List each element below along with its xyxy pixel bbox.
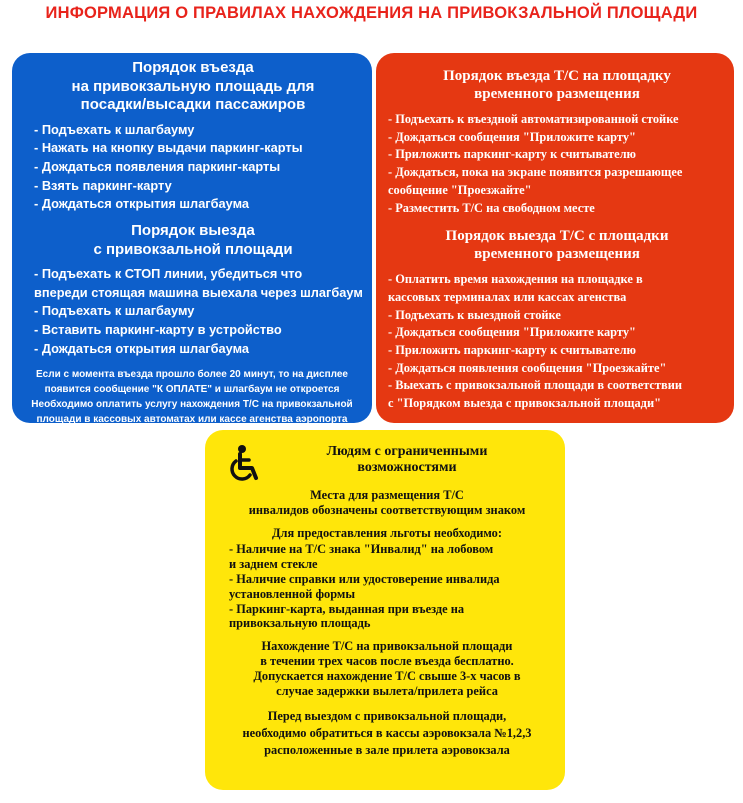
heading-line: временного размещения <box>474 86 640 102</box>
list-item: - Дождаться сообщения "Приложите карту" <box>388 325 636 340</box>
list-item: - Дождаться появления сообщения "Проезжайте" <box>388 360 667 375</box>
list-item: привокзальную площадь <box>229 616 371 631</box>
entry-heading <box>24 59 362 115</box>
list-item: - Паркинг-карта, выданная при въезде на <box>229 601 465 616</box>
note-line: появится сообщение "К ОПЛАТЕ" и шлагбаум не откроется <box>44 383 340 395</box>
list-item: - Взять паркинг-карту <box>34 177 172 193</box>
free-period-text <box>219 639 555 698</box>
entry-steps-list <box>34 121 362 215</box>
heading-line: посадки/высадки пассажиров <box>80 96 306 113</box>
text-line: Допускается нахождение Т/С свыше 3-х часов в <box>253 668 521 683</box>
note-line: Необходимо оплатить услугу нахождения Т/С на привокзальной <box>31 398 353 410</box>
list-item: - Подъехать к СТОП линии, убедиться что <box>34 266 303 282</box>
text-line: необходимо обратиться в кассы аэровокзала №1,2,3 <box>242 726 532 741</box>
blue-panel-passengers <box>12 53 372 423</box>
text-line: Перед выездом с привокзальной площади, <box>267 709 507 724</box>
heading-line: Порядок выезда Т/С с площадки <box>445 228 669 245</box>
benefit-requirements-heading: Для предоставления льготы необходимо: <box>272 525 502 540</box>
parking-spots-text <box>219 488 555 518</box>
list-item: впереди стоящая машина выехала через шлагбаум <box>34 284 363 300</box>
list-item: - Разместить Т/С на свободном месте <box>388 200 595 215</box>
text-line: инвалидов обозначены соответствующим знаком <box>248 502 526 517</box>
text-line: случае задержки вылета/прилета рейса <box>276 683 498 698</box>
heading-line: Порядок въезда <box>132 59 254 76</box>
heading-line: временного размещения <box>474 246 640 263</box>
yellow-panel-disabled-persons <box>205 430 565 790</box>
list-item: и заднем стекле <box>229 557 318 572</box>
before-exit-text <box>219 708 555 759</box>
list-item: установленной формы <box>229 586 356 601</box>
heading-line: Людям с ограниченными <box>326 444 488 459</box>
exit-steps-list <box>34 265 362 359</box>
list-item: - Выехать с привокзальной площади в соответствии <box>388 378 682 393</box>
list-item: - Дождаться сообщения "Приложите карту" <box>388 129 636 144</box>
list-item: - Подъехать к выездной стойке <box>388 307 561 322</box>
heading-line: на привокзальную площадь для <box>71 77 315 95</box>
heading-line: Порядок въезда Т/С на площадку <box>443 68 671 84</box>
page-title: ИНФОРМАЦИЯ О ПРАВИЛАХ НАХОЖДЕНИЯ НА ПРИВОКЗАЛЬНОЙ ПЛОЩАДИ <box>45 4 698 22</box>
list-item: - Нажать на кнопку выдачи паркинг-карты <box>34 140 303 156</box>
list-item: с "Порядком выезда с привокзальной площади" <box>388 396 661 411</box>
exit-steps-list <box>388 271 726 413</box>
list-item: - Наличие на Т/С знака "Инвалид" на лобовом <box>229 542 494 557</box>
note-line: Если с момента въезда прошло более 20 минут, то на дисплее <box>36 368 348 380</box>
text-line: расположенные в зале прилета аэровокзала <box>264 743 510 758</box>
red-panel-temporary-parking <box>376 53 734 423</box>
list-item: - Подъехать к шлагбауму <box>34 303 195 319</box>
accessibility-heading <box>259 444 555 476</box>
list-item: сообщение "Проезжайте" <box>388 182 532 197</box>
note-line: площади в кассовых автоматах или кассе агенства аэропорта <box>36 413 348 425</box>
list-item: - Оплатить время нахождения на площадке в <box>388 272 643 287</box>
list-item: - Приложить паркинг-карту к считывателю <box>388 147 637 162</box>
exit-heading <box>388 227 726 263</box>
list-item: - Наличие справки или удостоверение инвалида <box>229 571 500 586</box>
text-line: в течении трех часов после въезда бесплатно. <box>260 653 514 668</box>
list-item: - Подъехать к шлагбауму <box>34 121 195 137</box>
payment-note <box>22 367 362 427</box>
heading-line: с привокзальной площади <box>93 240 293 258</box>
entry-heading <box>388 67 726 103</box>
text-line: Нахождение Т/С на привокзальной площади <box>261 639 513 654</box>
wheelchair-icon <box>225 444 263 484</box>
list-item: - Дождаться открытия шлагбаума <box>34 340 250 356</box>
text-line: Места для размещения Т/С <box>310 488 464 502</box>
benefit-requirements-list <box>219 542 555 631</box>
list-item: - Приложить паркинг-карту к считывателю <box>388 343 637 358</box>
exit-heading <box>24 222 362 259</box>
heading-line: возможностями <box>357 460 457 475</box>
list-item: - Дождаться, пока на экране появится разрешающее <box>388 165 683 180</box>
list-item: - Подъехать к въездной автоматизированной стойке <box>388 112 679 126</box>
list-item: - Дождаться открытия шлагбаума <box>34 196 250 212</box>
list-item: - Вставить паркинг-карту в устройство <box>34 322 282 338</box>
list-item: кассовых терминалах или кассах агенства <box>388 289 627 304</box>
list-item: - Дождаться появления паркинг-карты <box>34 158 281 174</box>
entry-steps-list <box>388 111 726 217</box>
heading-line: Порядок выезда <box>131 222 255 240</box>
